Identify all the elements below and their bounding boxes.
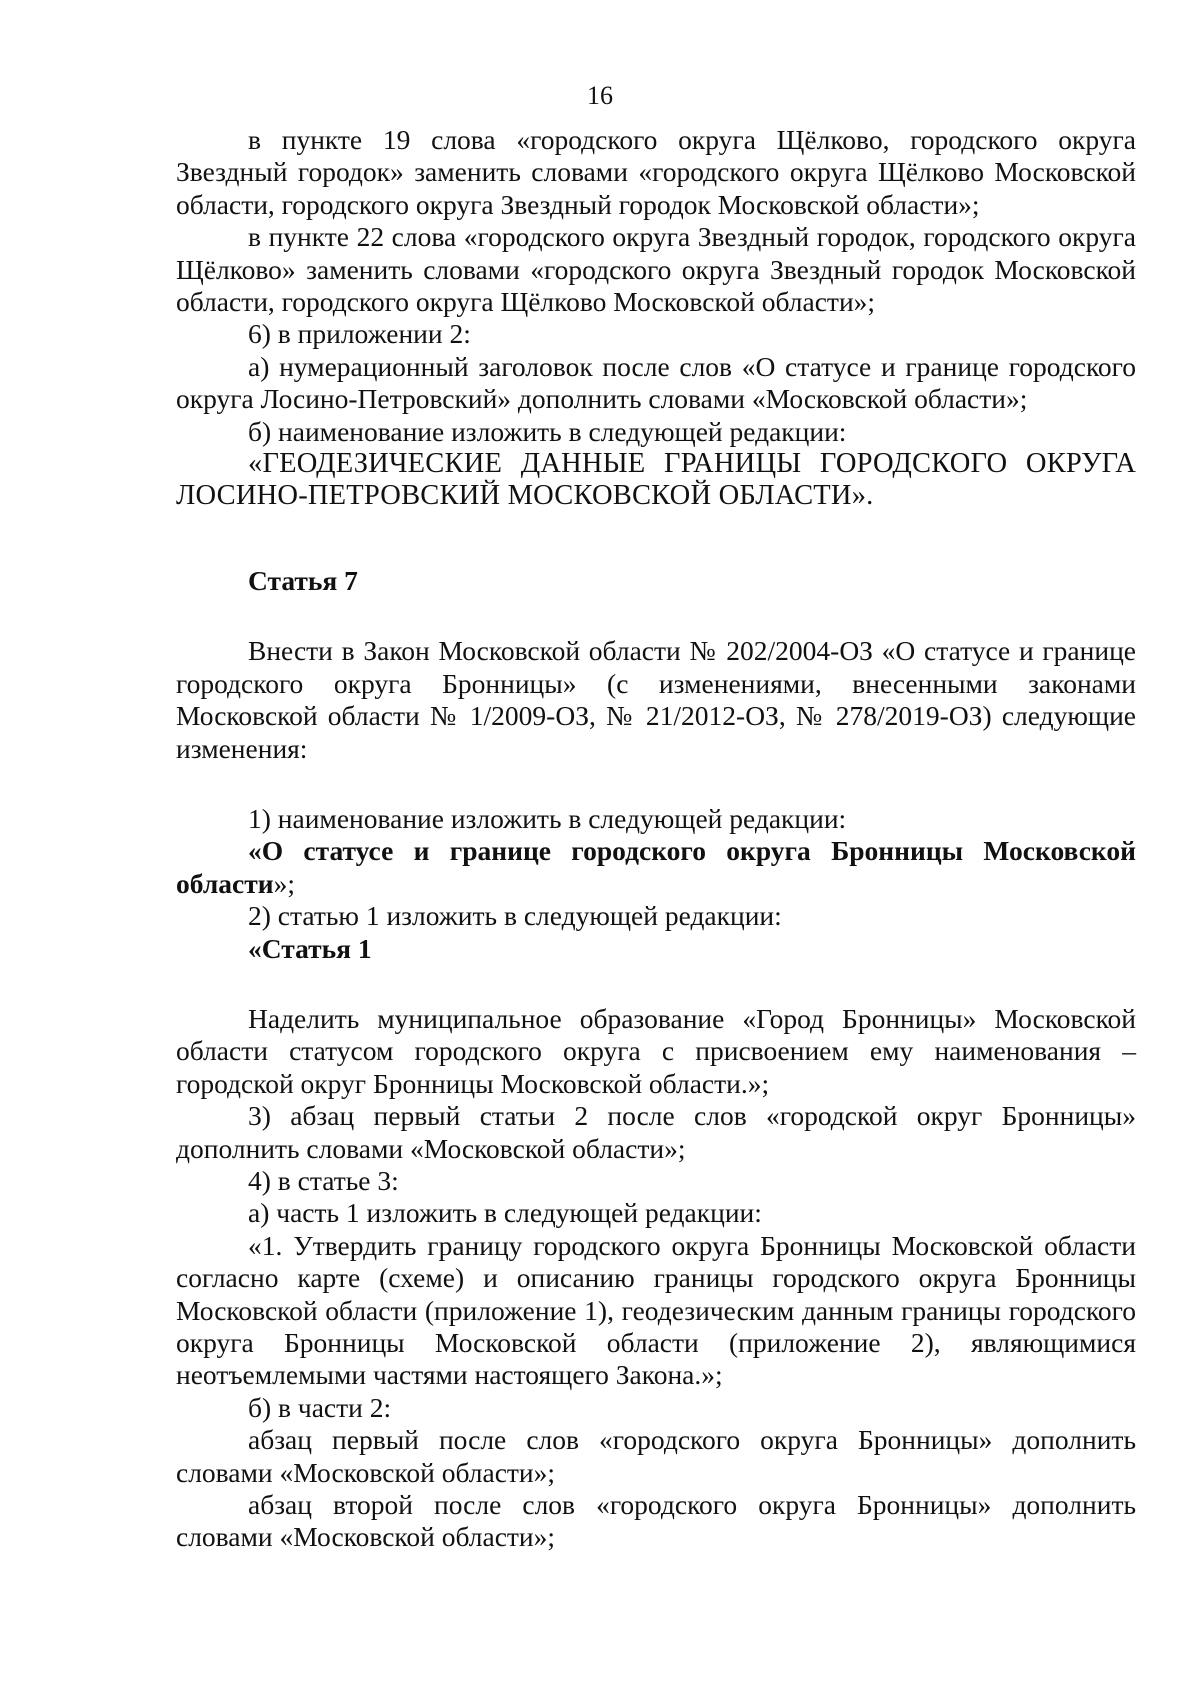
item-1-new-title <box>176 835 1136 900</box>
paragraph: б) наименование изложить в следующей редакции: <box>248 415 847 447</box>
article-heading: Статья 7 <box>248 564 358 596</box>
paragraph: «1. Утвердить границу городского округа Бронницы Московской области согласно карте (схеме) и описанию границы городского округа Бронницы Московской области (приложение 1), геодезическим данным границы городского округа Бронницы Московской области (приложение 2), являющимися неотъемлемыми частями настоящего Закона.»; <box>176 1229 1136 1391</box>
paragraph: 4) в статье 3: <box>248 1164 399 1196</box>
spacer <box>176 597 1136 635</box>
article-intro: Внести в Закон Московской области № 202/2004-ОЗ «О статусе и границе городского округа Бронницы» (с изменениями, внесенными законами Московской области № 1/2009-ОЗ, № 21/2012-ОЗ, № 278/2019-ОЗ) следующие изменения: <box>176 635 1136 764</box>
bold-title: «О статусе и границе городского округа Бронницы Московской области <box>176 835 1136 899</box>
paragraph: абзац второй после слов «городского округа Бронницы» дополнить словами «Московской области»; <box>176 1489 1136 1553</box>
document-body <box>176 124 1136 1554</box>
quoted-article-heading: «Статья 1 <box>248 932 372 964</box>
spacer <box>176 965 1136 1003</box>
paragraph: в пункте 22 слова «городского округа Звездный городок, городского округа Щёлково» заменить словами «городского округа Звездный городок Московской области, городского округа Щёлково Московской области»; <box>176 221 1136 318</box>
paragraph: а) часть 1 изложить в следующей редакции: <box>248 1197 762 1229</box>
spacer <box>176 765 1136 803</box>
paragraph-caps-title: «ГЕОДЕЗИЧЕСКИЕ ДАННЫЕ ГРАНИЦЫ ГОРОДСКОГО ОКРУГА ЛОСИНО-ПЕТРОВСКИЙ МОСКОВСКОЙ ОБЛАСТИ». <box>176 448 1136 512</box>
spacer <box>176 513 1136 565</box>
paragraph: б) в части 2: <box>248 1391 392 1423</box>
paragraph: а) нумерационный заголовок после слов «О статусе и границе городского округа Лосино-Петровский» дополнить словами «Московской области»; <box>176 350 1136 415</box>
paragraph: 6) в приложении 2: <box>248 318 471 350</box>
item-2: 2) статью 1 изложить в следующей редакции: <box>248 900 782 932</box>
page-number: 16 <box>587 81 613 110</box>
paragraph: 3) абзац первый статьи 2 после слов «городской округ Бронницы» дополнить словами «Московской области»; <box>176 1100 1136 1164</box>
article-1-text: Наделить муниципальное образование «Город Бронницы» Московской области статусом городского округа с присвоением ему наименования – городской округ Бронницы Московской области.»; <box>176 1002 1136 1099</box>
item-1: 1) наименование изложить в следующей редакции: <box>248 802 847 834</box>
title-tail: »; <box>273 867 295 899</box>
paragraph: абзац первый после слов «городского округа Бронницы» дополнить словами «Московской области»; <box>176 1424 1136 1488</box>
paragraph: в пункте 19 слова «городского округа Щёлково, городского округа Звездный городок» заменить словами «городского округа Щёлково Московской области, городского округа Звездный городок Московской области»; <box>176 124 1136 220</box>
